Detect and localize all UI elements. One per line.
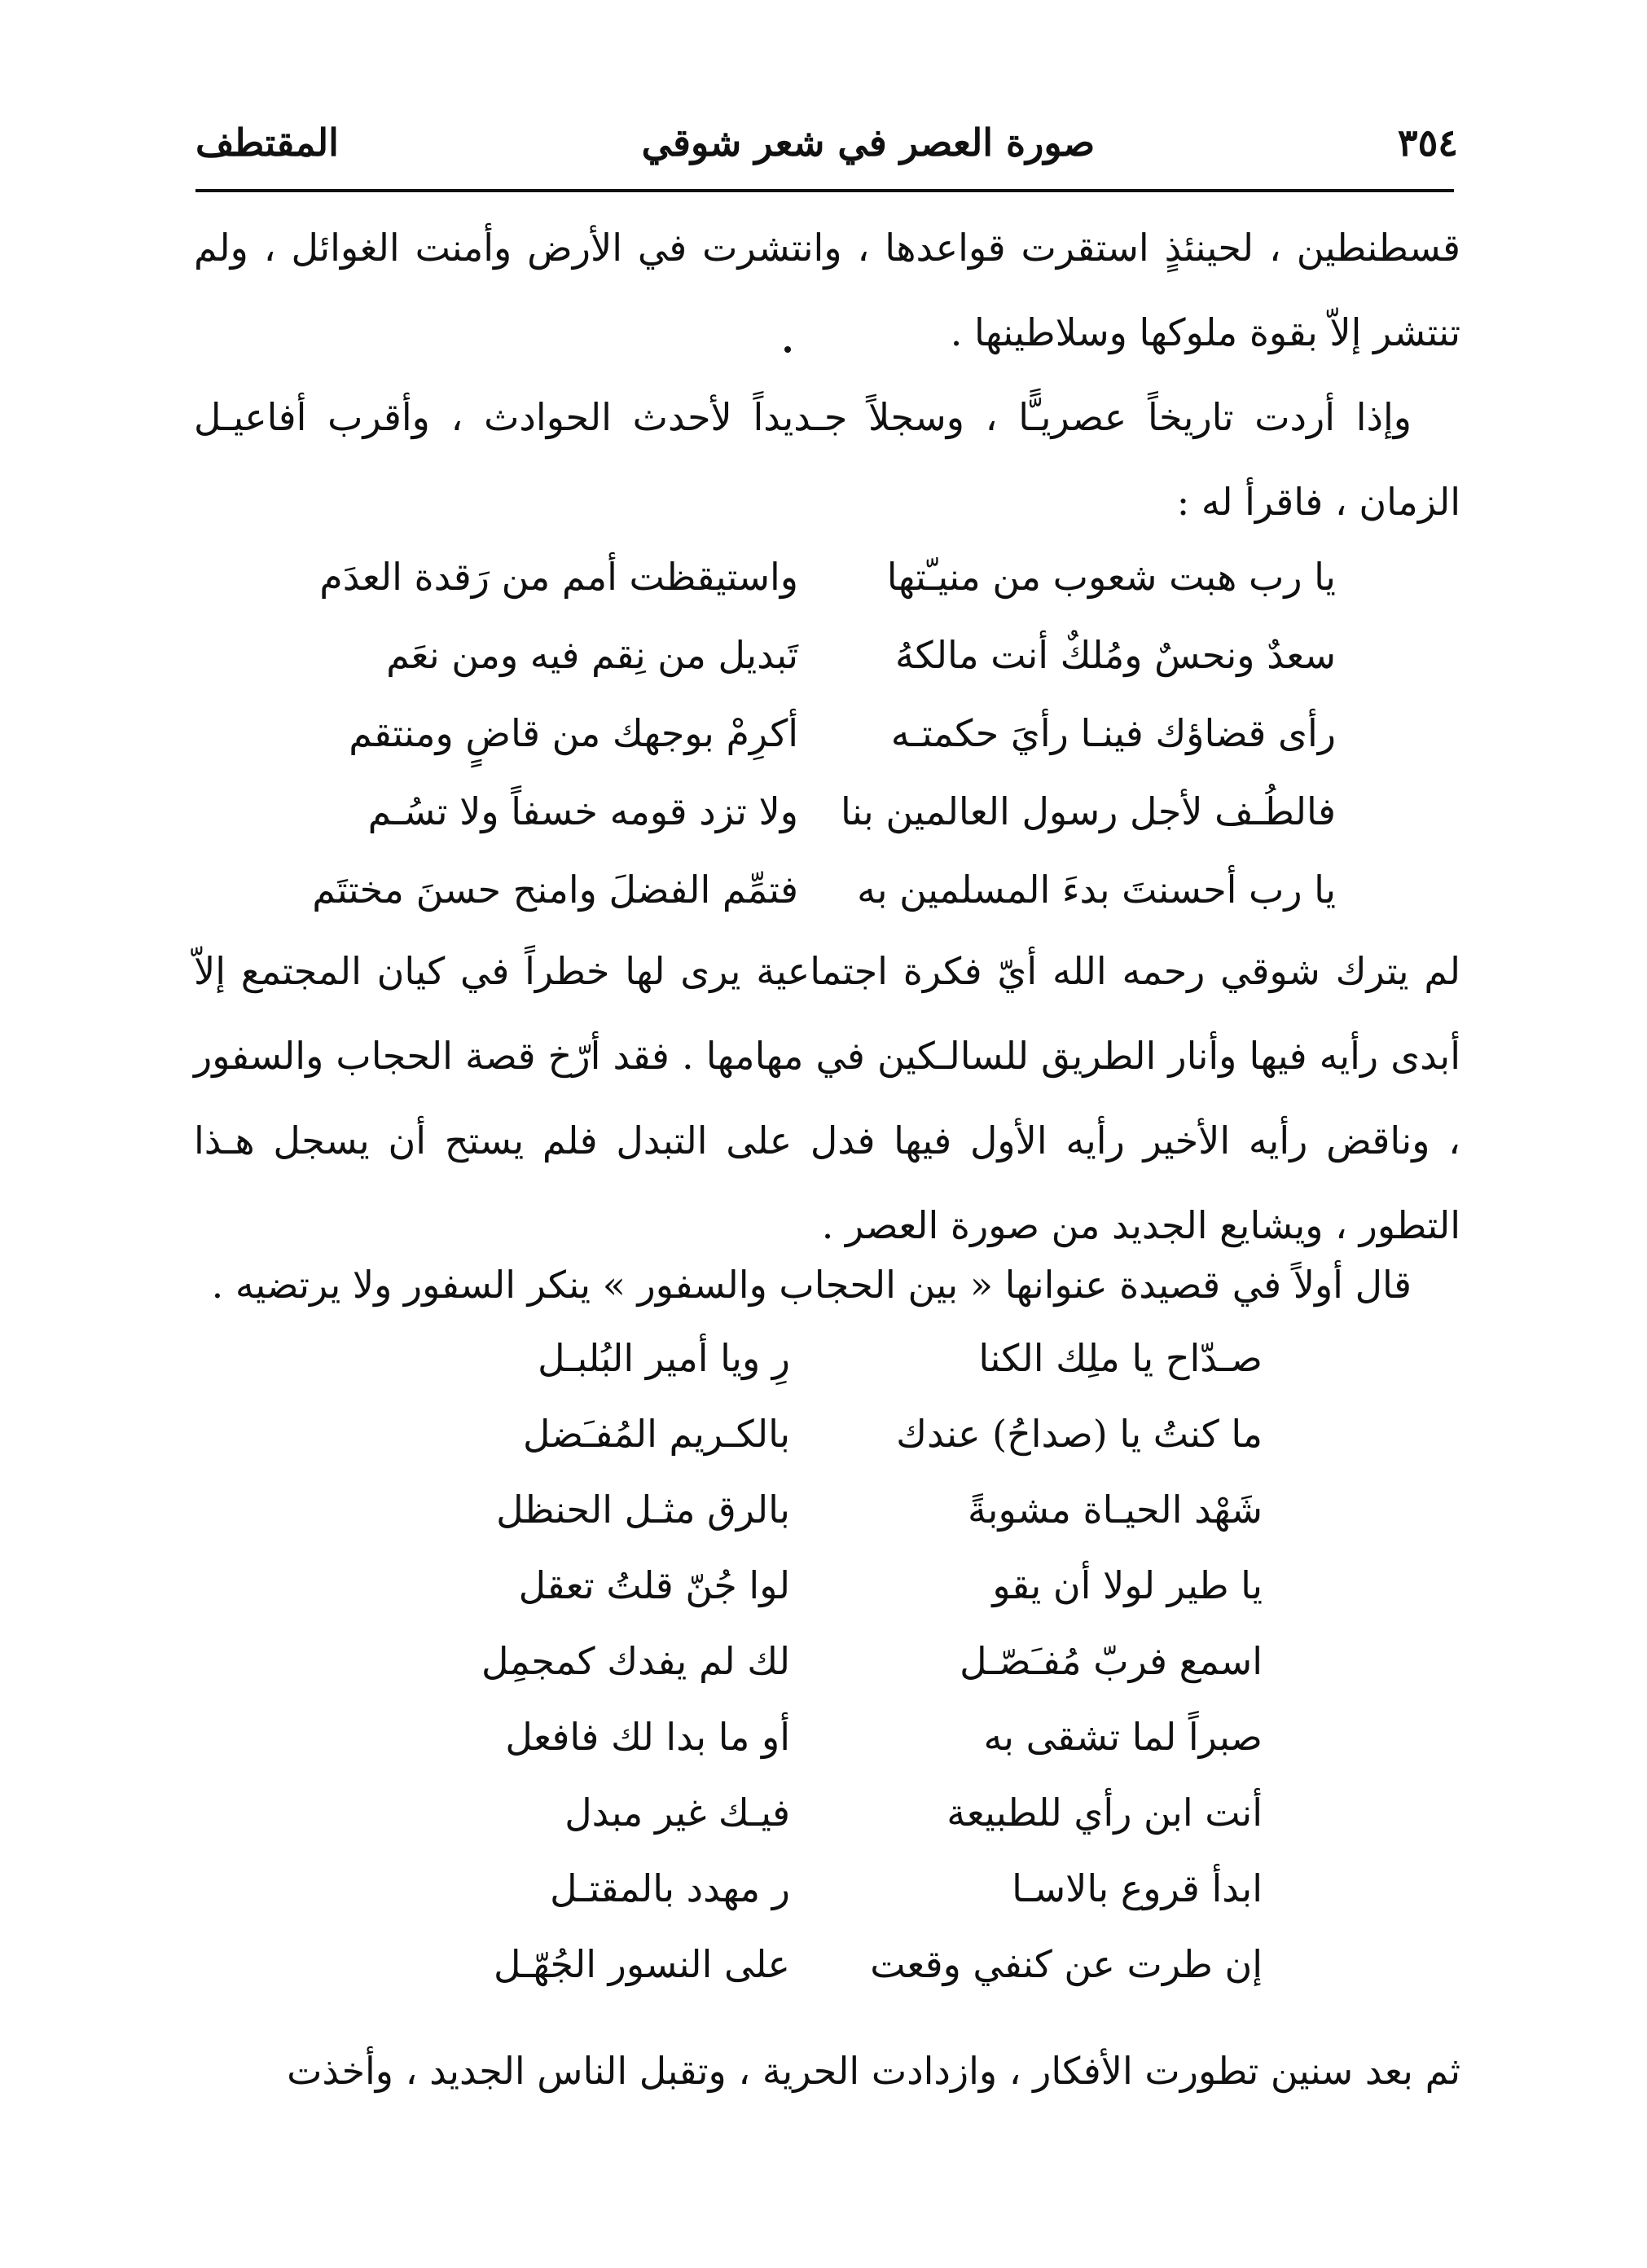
verse-second-hemistich: أكرِمْ بوجهك من قاضٍ ومنتقم — [349, 711, 798, 755]
verse — [383, 1774, 1263, 1850]
verse-first-hemistich: سعدٌ ونحسٌ ومُلكٌ أنت مالكهُ — [894, 633, 1336, 677]
verse-first-hemistich: شَهْد الحيـاة مشوبةً — [967, 1487, 1263, 1532]
verse — [383, 1471, 1263, 1547]
verse-first-hemistich: ما كنتُ يا (صداحُ) عندك — [896, 1411, 1263, 1456]
verse — [383, 1850, 1263, 1926]
verse-first-hemistich: يا طير لولا أن يقو — [992, 1563, 1263, 1607]
verse-first-hemistich: إن طرت عن كنفي وقعت — [870, 1941, 1263, 1986]
poem-1 — [310, 538, 1336, 929]
verse-second-hemistich: على النسور الجُهّـل — [494, 1941, 790, 1986]
paragraph-5-text: ثم بعد سنين تطورت الأفكار ، وازدادت الحرية ، وتقبل الناس الجديد ، وأخذت — [287, 2049, 1460, 2093]
verse-second-hemistich: ر مهدد بالمقتـل — [550, 1866, 790, 1910]
verse-second-hemistich: فيـك غير مبدل — [564, 1790, 790, 1835]
verse — [383, 1320, 1263, 1396]
poem-2 — [383, 1320, 1263, 2002]
verse-second-hemistich: بالكـريم المُفـَضل — [523, 1411, 790, 1456]
paragraph-1-text: قسطنطين ، لحينئذٍ استقرت قواعدها ، وانتشرت في الأرض وأمنت الغوائل ، ولم تنتشر إلاّ بقوة ملوكها وسلاطينها . — [194, 226, 1460, 354]
verse-first-hemistich: اسمع فربّ مُفـَصّـل — [960, 1638, 1263, 1683]
verse-first-hemistich: أنت ابن رأي للطبيعة — [946, 1790, 1263, 1835]
verse-first-hemistich: صـدّاح يا ملِك الكنا — [978, 1335, 1263, 1380]
verse-second-hemistich: تَبديل من نِقم فيه ومن نعَم — [386, 633, 798, 677]
verse-second-hemistich: لك لم يفدك كمجمِل — [481, 1638, 790, 1683]
verse — [383, 1547, 1263, 1623]
verse-first-hemistich: فالطُـف لأجل رسول العالمين بنا — [841, 789, 1336, 833]
verse-second-hemistich: أو ما بدا لك فافعل — [505, 1714, 790, 1759]
header-rule — [195, 189, 1454, 192]
verse — [383, 1623, 1263, 1699]
verse-second-hemistich: فتمِّم الفضلَ وامنح حسنَ مختتَم — [312, 868, 798, 912]
verse — [383, 1396, 1263, 1471]
article-title: صورة العصر في شعر شوقي — [641, 121, 1096, 165]
verse — [310, 850, 1336, 929]
verse-first-hemistich: يا رب أحسنتَ بدءَ المسلمين به — [857, 868, 1336, 912]
verse — [310, 538, 1336, 616]
journal-name: المقتطف — [195, 121, 339, 165]
verse-first-hemistich: رأى قضاؤك فينـا رأيَ حكمتـه — [890, 711, 1336, 755]
paragraph-5 — [194, 2028, 1460, 2113]
verse-second-hemistich: بالرق مثـل الحنظل — [496, 1487, 790, 1532]
paragraph-2 — [194, 375, 1460, 544]
verse-first-hemistich: ابدأ قروع بالاسـا — [1012, 1866, 1263, 1910]
paragraph-4 — [194, 1242, 1460, 1327]
verse — [310, 616, 1336, 694]
paragraph-2-text: وإذا أردت تاريخاً عصريـًّا ، وسجلاً جـديداً لأحدث الحوادث ، وأقرب أفاعيـل الزمان ، فاقرأ له : — [194, 395, 1460, 524]
print-speck — [784, 346, 791, 353]
verse-second-hemistich: رِ ويا أمير البُلبـل — [538, 1335, 790, 1380]
paragraph-4-text: قال أولاً في قصيدة عنوانها « بين الحجاب والسفور » ينكر السفور ولا يرتضيه . — [211, 1263, 1412, 1307]
verse — [310, 694, 1336, 772]
verse-first-hemistich: صبراً لما تشقى به — [983, 1714, 1263, 1759]
paragraph-3 — [194, 929, 1460, 1268]
verse-first-hemistich: يا رب هبت شعوب من منيـّتها — [886, 555, 1336, 599]
verse-second-hemistich: واستيقظت أمم من رَقدة العدَم — [319, 555, 798, 599]
running-header — [195, 110, 1458, 175]
verse — [383, 1926, 1263, 2002]
verse — [310, 772, 1336, 850]
verse-second-hemistich: لوا جُنّ قلتُ تعقل — [518, 1563, 790, 1607]
paragraph-1 — [194, 205, 1460, 375]
paragraph-3-text: لم يترك شوقي رحمه الله أيّ فكرة اجتماعية يرى لها خطراً في كيان المجتمع إلاّ أبدى رأيه فيها وأنار الطريق للسالـكين في مهامها . فقد أرّخ قصة الحجاب والسفور ، وناقض رأيه الأخير رأيه الأول فيها فدل على التبدل فلم يستح أن يسجل هـذا التطور ، ويشايع الجديد من صورة العصر . — [194, 949, 1460, 1247]
verse — [383, 1699, 1263, 1774]
page-number: ٣٥٤ — [1397, 121, 1458, 165]
verse-second-hemistich: ولا تزد قومه خسفاً ولا تسُـم — [367, 789, 798, 833]
